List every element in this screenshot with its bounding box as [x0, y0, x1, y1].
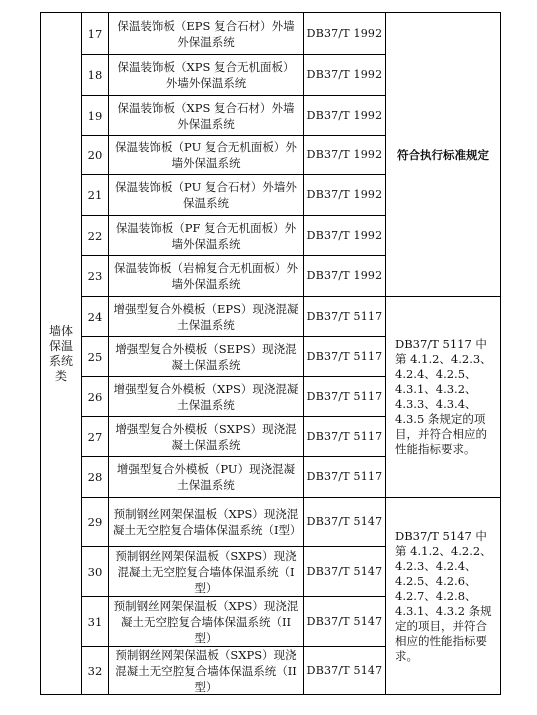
- system-name: 保温装饰板（PU 复合石材）外墙外保温系统: [115, 180, 297, 210]
- row-number: 28: [87, 470, 103, 484]
- system-name: 预制钢丝网架保温板（XPS）现浇混凝土无空腔复合墙体保温系统（II型）: [113, 598, 299, 645]
- standard-code: DB37/T 5117: [306, 389, 383, 403]
- standard-code: DB37/T 1992: [306, 188, 383, 201]
- system-name: 保温装饰板（XPS 复合无机面板）外墙外保温系统: [117, 60, 295, 90]
- system-name: 预制钢丝网架保温板（SXPS）现浇混凝土无空腔复合墙体保温系统（II型）: [115, 647, 297, 694]
- category-cell: 墙体保温系统类: [48, 323, 73, 383]
- table-rule: [500, 12, 501, 695]
- system-name: 预制钢丝网架保温板（XPS）现浇混凝土无空腔复合墙体保温系统（I型）: [113, 507, 302, 537]
- row-number: 26: [87, 389, 103, 404]
- standard-code: DB37/T 1992: [306, 228, 383, 242]
- row-number: 31: [87, 614, 103, 629]
- requirement-cell-5147: DB37/T 5147 中第 4.1.2、4.2.2、4.2.3、4.2.4、4.2.5、4.2.6、4.2.7、4.2.8、4.3.1、4.3.2 条规定的项目，并符合相应的性能指标要求。: [395, 528, 492, 663]
- standard-code: DB37/T 5117: [306, 349, 383, 363]
- standard-code: DB37/T 1992: [306, 108, 383, 122]
- standard-code: DB37/T 5147: [306, 564, 383, 578]
- standard-code: DB37/T 1992: [306, 26, 383, 40]
- row-number: 21: [87, 188, 103, 202]
- system-name: 保温装饰板（EPS 复合石材）外墙外保温系统: [117, 18, 295, 49]
- system-name: 增强型复合外模板（PU）现浇混凝土保温系统: [116, 462, 296, 492]
- standard-code: DB37/T 5147: [306, 663, 383, 677]
- standard-code: DB37/T 5147: [306, 515, 383, 528]
- system-name: 增强型复合外模板（XPS）现浇混凝土保温系统: [113, 381, 299, 412]
- standard-code: DB37/T 5117: [306, 470, 383, 483]
- system-name: 保温装饰板（岩棉复合无机面板）外墙外保温系统: [114, 261, 298, 291]
- system-name: 保温装饰板（XPS 复合石材）外墙外保温系统: [117, 100, 295, 131]
- system-name: 增强型复合外模板（SXPS）现浇混凝土保温系统: [115, 421, 297, 452]
- requirement-cell-1992: 符合执行标准规定: [397, 147, 489, 162]
- row-number: 29: [87, 515, 103, 529]
- row-number: 27: [87, 429, 103, 444]
- row-number: 19: [87, 108, 103, 123]
- system-name: 增强型复合外模板（EPS）现浇混凝土保温系统: [113, 301, 299, 332]
- row-number: 30: [87, 564, 103, 579]
- row-number: 22: [87, 228, 103, 243]
- row-number: 25: [87, 349, 103, 364]
- standard-code: DB37/T 5117: [306, 309, 383, 323]
- system-name: 保温装饰板（PF 复合无机面板）外墙外保温系统: [115, 220, 297, 251]
- row-number: 24: [87, 309, 103, 324]
- standard-code: DB37/T 1992: [306, 148, 383, 161]
- row-number: 23: [87, 269, 103, 283]
- row-number: 20: [87, 148, 103, 162]
- standard-code: DB37/T 1992: [306, 68, 383, 81]
- standard-code: DB37/T 5117: [306, 429, 383, 443]
- row-number: 17: [87, 26, 103, 41]
- row-number: 32: [87, 663, 103, 678]
- standard-code: DB37/T 1992: [306, 269, 383, 282]
- system-name: 保温装饰板（PU 复合无机面板）外墙外保温系统: [115, 140, 297, 170]
- row-number: 18: [87, 68, 103, 82]
- requirement-cell-5117: DB37/T 5117 中第 4.1.2、4.2.3、4.2.4、4.2.5、4.3.1、4.3.2、4.3.3、4.3.4、4.3.5 条规定的项目，并符合相应的性能指标要求。: [395, 337, 492, 456]
- standard-code: DB37/T 5147: [306, 614, 383, 628]
- system-name: 增强型复合外模板（SEPS）现浇混凝土保温系统: [115, 341, 297, 372]
- system-name: 预制钢丝网架保温板（SXPS）现浇混凝土无空腔复合墙体保温系统（I型）: [115, 548, 297, 595]
